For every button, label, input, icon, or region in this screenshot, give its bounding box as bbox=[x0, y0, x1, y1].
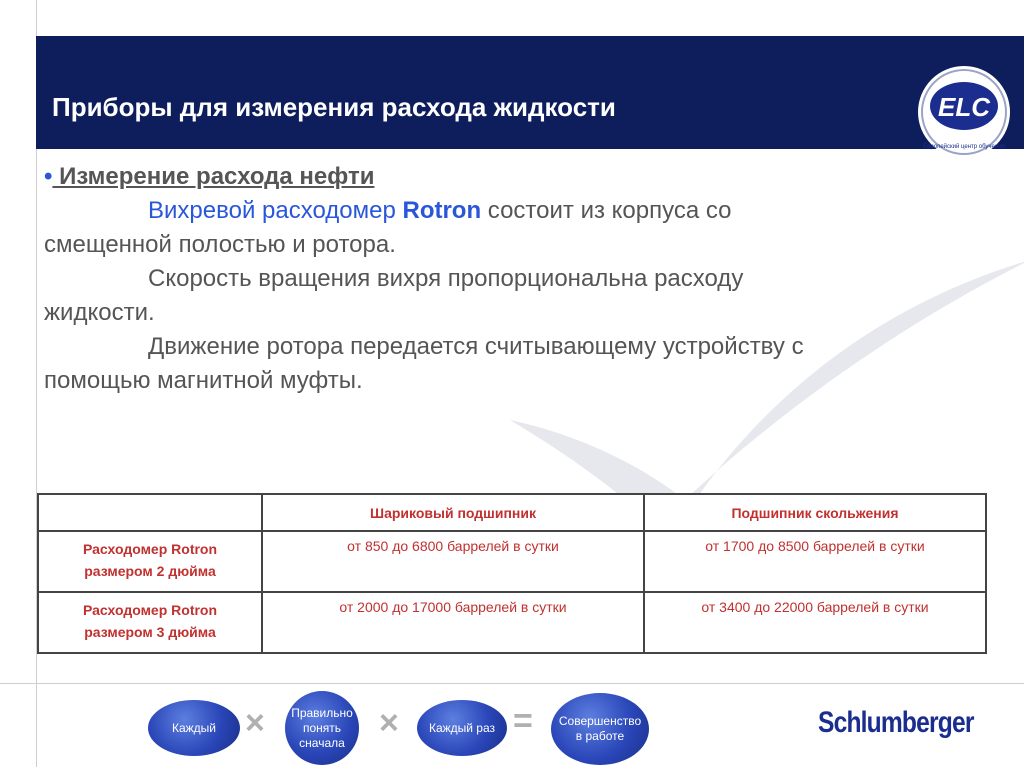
row-label bbox=[38, 592, 262, 653]
table-row bbox=[38, 592, 986, 653]
bullet-heading bbox=[44, 160, 984, 194]
sleeve-bearing-range: от 3400 до 22000 баррелей в сутки bbox=[644, 592, 986, 653]
header-cell-empty bbox=[38, 494, 262, 531]
paragraph-2-cont: жидкости. bbox=[44, 299, 155, 326]
bubble-each bbox=[148, 700, 240, 756]
ball-bearing-range: от 2000 до 17000 баррелей в сутки bbox=[262, 592, 644, 653]
multiply-icon: × bbox=[245, 704, 265, 742]
svg-text:Европейский центр обучения: Европейский центр обучения bbox=[923, 144, 1005, 150]
p1-rotron: Rotron bbox=[402, 197, 482, 224]
p1-rest: состоит из корпуса со bbox=[481, 197, 732, 224]
values-strip bbox=[145, 688, 655, 770]
paragraph-2 bbox=[44, 262, 984, 296]
bubble-right-first bbox=[285, 691, 359, 765]
flow-range-table bbox=[37, 493, 987, 654]
svg-text:ELC: ELC bbox=[938, 92, 990, 122]
ball-bearing-range: от 850 до 6800 баррелей в сутки bbox=[262, 531, 644, 592]
p3-text: Движение ротора передается считывающему устройству с bbox=[148, 333, 804, 360]
row-label-line2: размером 2 дюйма bbox=[84, 563, 216, 579]
row-label bbox=[38, 531, 262, 592]
bullet-icon: • bbox=[44, 163, 53, 190]
sleeve-bearing-range: от 1700 до 8500 баррелей в сутки bbox=[644, 531, 986, 592]
equals-icon: = bbox=[513, 702, 533, 740]
bubble-every-time-label: Каждый раз bbox=[428, 720, 496, 735]
row-label-line2: размером 3 дюйма bbox=[84, 624, 216, 640]
elc-logo bbox=[914, 62, 1014, 162]
title-bar bbox=[36, 36, 1024, 149]
bubble-excellence bbox=[551, 693, 649, 765]
bubble-excellence-label: Совершенство в работе bbox=[558, 714, 642, 743]
header-ball-bearing: Шариковый подшипник bbox=[262, 494, 644, 531]
bubble-right-first-label: Правильно понять сначала bbox=[291, 705, 353, 750]
schlumberger-logo: Schlumberger bbox=[818, 706, 974, 739]
table-header-row bbox=[38, 494, 986, 531]
table-row bbox=[38, 531, 986, 592]
row-label-line1: Расходомер Rotron bbox=[82, 541, 218, 557]
page-title: Приборы для измерения расхода жидкости bbox=[52, 92, 616, 122]
row-label-line1: Расходомер Rotron bbox=[82, 602, 218, 618]
p1-blue-text: Вихревой расходомер bbox=[148, 197, 403, 224]
paragraph-1-cont: смещенной полостью и ротора. bbox=[44, 231, 396, 258]
multiply-icon: × bbox=[379, 704, 399, 742]
header-sleeve-bearing: Подшипник скольжения bbox=[644, 494, 986, 531]
heading-text: Измерение расхода нефти bbox=[52, 163, 375, 190]
paragraph-3 bbox=[44, 330, 984, 364]
bottom-guide-line bbox=[0, 683, 1024, 684]
bubble-every-time bbox=[417, 700, 507, 756]
paragraph-3-cont: помощью магнитной муфты. bbox=[44, 367, 363, 394]
paragraph-1 bbox=[44, 194, 984, 228]
content-block bbox=[44, 160, 984, 398]
p2-text: Скорость вращения вихря пропорциональна расходу bbox=[148, 265, 744, 292]
bubble-each-label: Каждый bbox=[171, 720, 217, 735]
